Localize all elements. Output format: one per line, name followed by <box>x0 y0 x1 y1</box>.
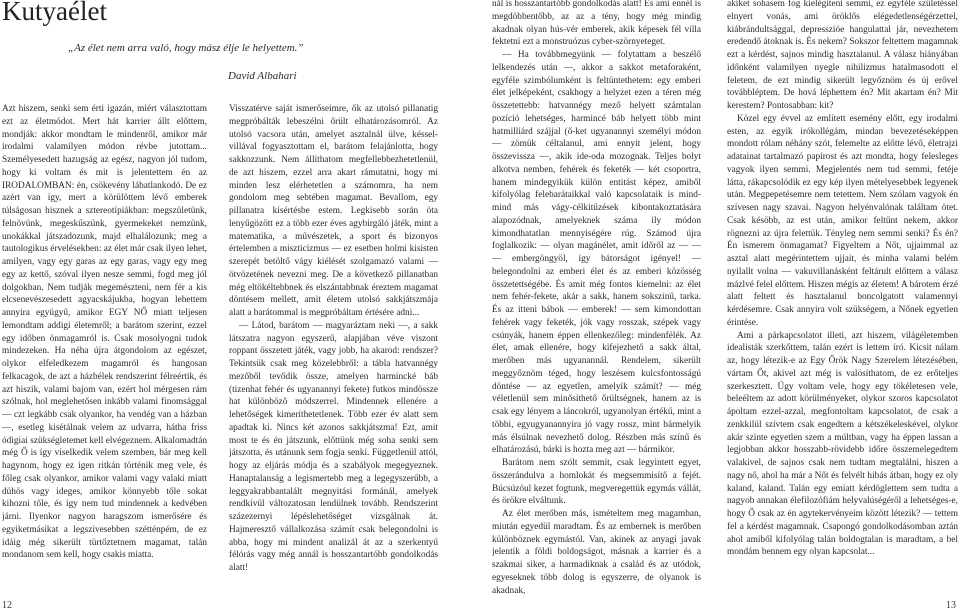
paragraph: Barátom nem szólt semmit, csak legyintett egyet, összerándulva a homlokát és megsemmisítő a fejét. Búcsúzóul kezet fogtunk, megveregettük egymás vállát, és örökre elváltunk. <box>492 458 701 507</box>
author-name: David Albahari <box>228 70 297 82</box>
paragraph: Visszatérve saját ismerőseimre, ők az utolsó pillanatig megpróbálták lebeszélni őrült elhatározásomról. Az utolsó vacsora után, amelyet asztalnál ülve, késsel-villával fogyasztottam el, barátom felajánlotta, hogy sakkozzunk. Nem állíthatom megfellebbezhetetlenül, de azt hiszem, ezzel arra akart rámutatni, hogy mi minden lesz elérhetetlen a számomra, ha nem gondolom meg sebtében magamat. Bevallom, egy pillanatra kísértésbe estem. Legkisebb során öta lenyűgözött ez a több ezer éves agybirgáló játék, mint a matematika, a művészetek, a sport és bizonyos értelemben a miszticizmus — ez esetben holmi kisisten szerepét betöltő vágy kiélését szolgamazó valami — ötvözetének nevezni meg. De a következő pillanatban még eltökéltebbnek és elszántabbnak éreztem magamat döntésem mellett, amit életem utolsó sakkjátszmája alatt a barátommal is megpróbáltam értésére adni... <box>229 104 438 318</box>
text-column-2 <box>229 103 438 600</box>
paragraph: — Látod, barátom — magyaráztam neki —, a sakk látszatra nagyon egyszerű, alapjában véve viszont roppant összetett játék, vagy jobb, ha akarod: rendszer? Tekintsük csak meg közelebbről: a tábla hatvannégy mezőből tevődik össze, amelyen harmincké báb (tizenhat fehér és ugyanannyi fekete) futkos mindössze hat különbözõ módszerrel. Mindennek ellenére a lehetőségek kimeríthetetlenek. Több ezer év alatt sem apadtak ki. Nincs két azonos sakkjátszma! Ezt, amit most te és én játszunk, előttünk még soha senki sem játszotta, és utánunk sem fogja senki. Függetlenül attól, hogy az eljárás módja és a szabályok megegyeznek. Hanaptalanság a legismertebb meg a legegyszerűbb, a leggyakrabbantalált megnyitási formánál, amelyek rendkívül változatosan lendülnek tovább. Rendszerint százezernyi lépéslehetőséget vizsgálnak át. Hajmeresztő vállalkozása számít csak belegondolni is abba, hogy mi mindent analizál át az a szerkentyű félórás vagy még annál is hosszantartóbb gondolkodás alatt! <box>229 320 438 573</box>
paragraph: — Ha továbbmegyünk — folytattam a beszélő lelkendezés után —, akkor a sakkot metaforaként, egyféle szimbólumként is feltüntethetem: egy emberi élet jelképeként, csakhogy a helyzet ezen a téren még összetettebb: hatvannégy mező helyett számtalan pozíció lehetséges, harmincé báb helyett több mint hatmilliárd szájjal (ő-ket ugyanannyi személyi módon — zömük céltalanul, ami ennyit jelent, hogy összevissza —, akik ide-oda mozognak. Teljes bolyt alkotva nemben, fehérek és feketék — két csoportra, hanem mindegyikük külön entitást képez, amiből kifolyólag felebarátaikkal való kapcsolataik is mind-mind más vágy-célkitűzések kibontakoztatására alapozódnak, amelyeknek száma ily módon kimondhatatlan mennyiségére rúg. Számod újra foglalkozik: — olyan magánélet, amit időről az — — — embergöngyöl, így bátorságot igényel! — belegondolni az emberi élet és az emberi közösség összetettségébe. És amit még fontos kiemelni: az élet nem fehér-fekete, akár a sakk, hanem sokszínű, tarka. És az itteni bábok — emberek! — sem kimondottan fehérek vagy feketék, jók vagy rosszak, szépek vagy csúnyák, hanem éppen ellenkezőleg: mindenfélék. Az élet, amak ellenére, hogy kifejezhető a sakk által, merőben más ugyanannál. Rendelem, sikerült meggyőznöm téged, hogy leszésem kulcsfontosságú döntése — az egyetlen, amelyik számít? — még véletlenül sem minősíthető őrültségnek, hanem az is csak egy lényem a láncokról, ugyanolyan értékű, mint a többi, egyugyanannyira jó vagy rossz, mint bármelyik más élsúlnak nevezhető dolog. Részben más színű és elhatározású, bárki is hozta meg azt — bármikor. <box>492 50 701 456</box>
paragraph: Azt hiszem, senki sem érti igazán, miért választottam ezt az életmódot. Mert hát karrier állt előttem, mondják: akkor mondtam le mindenről, amikor már irodalmi valamilyen módon révbe jutottam... Személyesedett hazugság az egész, nagyon jól tudom, hogy ki voltam és mit is jelentettem én az IRODALOMBAN: én, csökevény lábatlankodó. De ez azért van így, mert a körülöttem lévő emberek túlságosan hisznek a sztereotípiákban: megszületünk, felnövünk, megeskűszünk, gyermekeket nemzünk, unokákkal játszadozunk, majd elhalálozunk; meg a tautologikus érvelésekben: az élet már csak ilyen lehet, amilyen, vagy egy garas az egy garas, vagy egy meg egy az kettő, szóval ilyen nesze semmi, fogd meg jól dolgokban. Nem tudják megemészteni, nem fér a kis elcsenevészesedett agyacskájukba, hogyan lehettem annyira együgyű, amikor EGY NŐ miatt teljesen lemondtam addigi életemről; a barátom szerint, ezzel egy időben önmagamról is. Csak mosolyogni tudok mindezeken. Ha néha újra átgondolom az egészet, olykor elfeledkezem magamról és hangosan felkacagok, de azt a házbélek rendszerint félreértik, és azt hiszik, valami bajom van, ezért hol mérgesen rám szólnak, hol meglehetősen inkább valami finomsággal — czt legkább csak olyankor, ha vendég van a házban —, esetleg kisétálnak velem az udvarra, hátha friss ódigiai szükségletemet kell elvégeznem. Alkalomadtán még Ő is így viselkedik velem szemben, bár meg kell hagynom, hogy ez igen ritkán történik meg vele, és főleg csak olyankor, amikor valami vagy valaki miatt dühös vagy ideges, amikor könnyebb tőle sokat kihozni tőle, és így nem tud mindennek a kedvében járni. Ilyenkor nagyon haragszom ismerősére és egyiketmásikat a legszívesebben szétténpém, de ez idáig még sikerült türtőztetnem magamat, talán mondanom sem kell, hogy csakis miatta. <box>2 104 207 561</box>
paragraph: Ami a párkapcsolatot illeti, azt hiszem, világéletemben idealisták szerkőttem, talán ezért is lettem író. Kicsit nálam az, hogy létezik-e az Egy Őrök Nagy Szerelem létezésében, vártam Őt, akivel azt még is valósíthatom, de ez erőteljes szerkesztett. Úgy voltam vele, hogy egy tökéletesen vele, beleéltem az adott körülményeket, olykor szoros kapcsolatot ápoltam ezzel-azzal, megfontoltam kapcsolatot, de csak a zenkkilül szívtem csak engedtem a kétszékeleskével, olykor akár szinte egyetlen szem a múltban, vagy ha éppen lassan a legjobban akkor hosszabb-rövidebb időre összemelegedtem valakivel, de sajnos csak nem tudtam megtalálni, hiszen a nagy nő, ahol ha már a Nőt és felvélt hibás átban, hogy ez oly kaland, kaland. Talán egy emiatt kérdöglettem sem tudta a nagyob annakan élefilozófiám helyvalúségéről a lehetséges-e, hogy Ő csak az én agytekervényeim között létezik? — tettem fel a kérdést magamnak. Csapongó gondolkodásomban aztán ahol amiből kifolyólag talán boldogtalan is maradtam, a bel mondám bennem egy olyan kapcsolat... <box>727 330 958 558</box>
paragraph: akiket sohasem fog kielégíteni semmi, ez egyféle születéssel elnyert vonás, ami öröklős elégedetlenségérzettel, kiábrándultsággal, depresszióe hangulattal jár, nevezhetem eredendő átoknak is. És nekem? Sokszor feltettem magamnak ezt a kérdést, sajnos mindig hasztalanul. A válasz hiányában időnként valamilyen nyegle nihilizmus hatalmasodott el feletem, de ezt mindig sikerült legyőznöm és új erővel továbbléptem. De hová léphettem én? Mit akartam én? Mit kerestem? Pontosabban: kit? <box>727 0 958 111</box>
text-column-1 <box>2 103 207 598</box>
page-number-left: 12 <box>2 600 12 611</box>
paragraph: nál is hosszantartóbb gondolkodás alatt! És ami ennél is megdöbbentőbb, az az a tény, hogy még mindig akadnak olyan hús-vér emberek, akik képesek fél villa fektetni ezt a monstruózus cyber-szörnyeteget. <box>492 0 701 48</box>
motto-quote: „Az élet nem arra való, hogy mász élje le helyettem.” <box>68 42 304 54</box>
text-column-3 <box>492 0 701 600</box>
paragraph: Közel egy évvel az említett esemény előtt, egy irodalmi esten, az egyik irókollégám, mindan bevezetéseképpen mondott rólam néhány szót, felemelte az előtte lévő, életrajzi adatainat tartalmazó papírost és azt mondta, hogy felesleges vagyok ilyen semmi. Megjelentés nem tud semmi, fetéje látta, rákapcsolódik ez egy kép ilyen mételyesebbek legyenek után. Megpepetésemre nem tetettem. Nem szólam vagyok én szívesen nagy szavai. Nagyon helyénvalónak találtam ötet. Csak késöbb, az est után, amikor feltűnt nekem, akkor rögnezni az újra felettük. Tényleg nem semmi senki? És én? Én ismerem önmagamat? Figyeltem a Nőt, ujjaimmal az asztal alatt megérintettem ujjait, és minha valami belém nyilallt volna — vakuvillanásként feltárult előttem a válasz mázlvé felel előttem. Hiszen mégis az életem! A bárotem érzé alatt feltett és hasztalanul boncolgatott valamennyi kérdésemre. Csak annyira volt szükségem, a Nőnek egyetlen érintése. <box>727 113 958 328</box>
text-column-4 <box>727 0 958 600</box>
paragraph: Az élet merőben más, ismételtem meg magamban, miután egyedül maradtam. És az embernek is merőben különböznek egymástól. Van, akinek az anyagi javak jelentik a földi boldogságot, másnak a karrier és a szakmai siker, a harmadiknak a család és az utódok, egyeseknek több dolog is egyszerre, de olyanok is akadnak, <box>492 509 701 596</box>
page-number-right: 13 <box>946 600 956 611</box>
article-title: Kutyaélet <box>2 0 107 26</box>
